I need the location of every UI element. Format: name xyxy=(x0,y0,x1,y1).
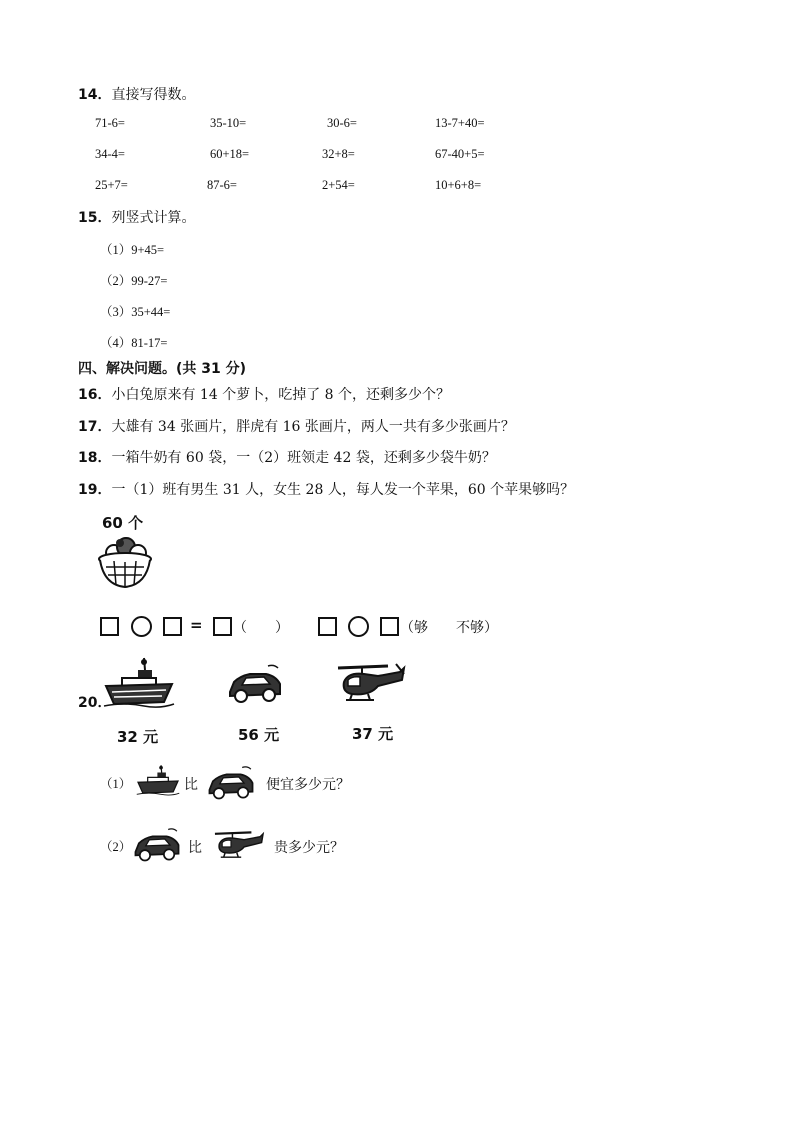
calc-item: 25+7= xyxy=(95,178,128,192)
calc-item: 34-4= xyxy=(95,147,125,161)
answer-box[interactable] xyxy=(318,617,337,636)
answer-box[interactable] xyxy=(100,617,119,636)
q14-title: 14．直接写得数。 xyxy=(78,87,196,103)
boat-icon xyxy=(134,764,182,798)
price-helicopter: 37 元 xyxy=(352,725,394,743)
equals-sign: = xyxy=(190,616,203,634)
sub-question-text: 贵多少元？ xyxy=(274,840,344,856)
calc-item: 32+8= xyxy=(322,147,355,161)
operator-circle[interactable] xyxy=(131,616,152,637)
q20-number: 20． xyxy=(78,695,112,711)
calc-item: 60+18= xyxy=(210,147,250,161)
answer-box[interactable] xyxy=(163,617,182,636)
calc-item: 35-10= xyxy=(210,116,247,130)
vertical-calc-item: （1）9+45= xyxy=(100,243,165,257)
boat-icon xyxy=(104,656,174,712)
vertical-calc-item: （2）99-27= xyxy=(100,274,168,288)
q16: 16．小白兔原来有 14 个萝卜，吃掉了 8 个，还剩多少个？ xyxy=(78,387,451,403)
sub-question-text: 便宜多少元？ xyxy=(266,777,350,793)
vertical-calc-item: （4）81-17= xyxy=(100,336,168,350)
calc-item: 2+54= xyxy=(322,178,355,192)
sub-question-number: （1） xyxy=(100,777,132,791)
helicopter-icon xyxy=(212,828,266,863)
q17: 17．大雄有 34 张画片，胖虎有 16 张画片，两人一共有多少张画片？ xyxy=(78,419,515,435)
vertical-calc-item: （3）35+44= xyxy=(100,305,171,319)
answer-box[interactable] xyxy=(380,617,399,636)
price-boat: 32 元 xyxy=(117,728,159,746)
price-car: 56 元 xyxy=(238,726,280,744)
calc-item: 87-6= xyxy=(207,178,237,192)
q19: 19．一（1）班有男生 31 人，女生 28 人，每人发一个苹果，60 个苹果够吗？ xyxy=(78,482,575,498)
apple-basket-icon xyxy=(96,535,154,591)
calc-item: 10+6+8= xyxy=(435,178,482,192)
helicopter-icon xyxy=(334,660,408,708)
operator-circle[interactable] xyxy=(348,616,369,637)
unit-paren: （ ） xyxy=(233,620,289,636)
compare-word: 比 xyxy=(188,840,202,856)
calc-item: 13-7+40= xyxy=(435,116,485,130)
car-icon xyxy=(206,764,256,802)
section-heading: 四、解决问题。(共 31 分) xyxy=(78,361,247,377)
answer-box[interactable] xyxy=(213,617,232,636)
calc-item: 71-6= xyxy=(95,116,125,130)
enough-choice: （够 不够） xyxy=(400,620,498,636)
q15-title: 15．列竖式计算。 xyxy=(78,210,196,226)
calc-item: 30-6= xyxy=(327,116,357,130)
q18: 18．一箱牛奶有 60 袋，一（2）班领走 42 袋，还剩多少袋牛奶？ xyxy=(78,450,496,466)
sub-question-number: （2） xyxy=(100,840,132,854)
calc-item: 67-40+5= xyxy=(435,147,485,161)
car-icon xyxy=(226,662,284,706)
car-icon xyxy=(132,826,182,864)
compare-word: 比 xyxy=(184,777,198,793)
basket-label: 60 个 xyxy=(102,514,144,532)
